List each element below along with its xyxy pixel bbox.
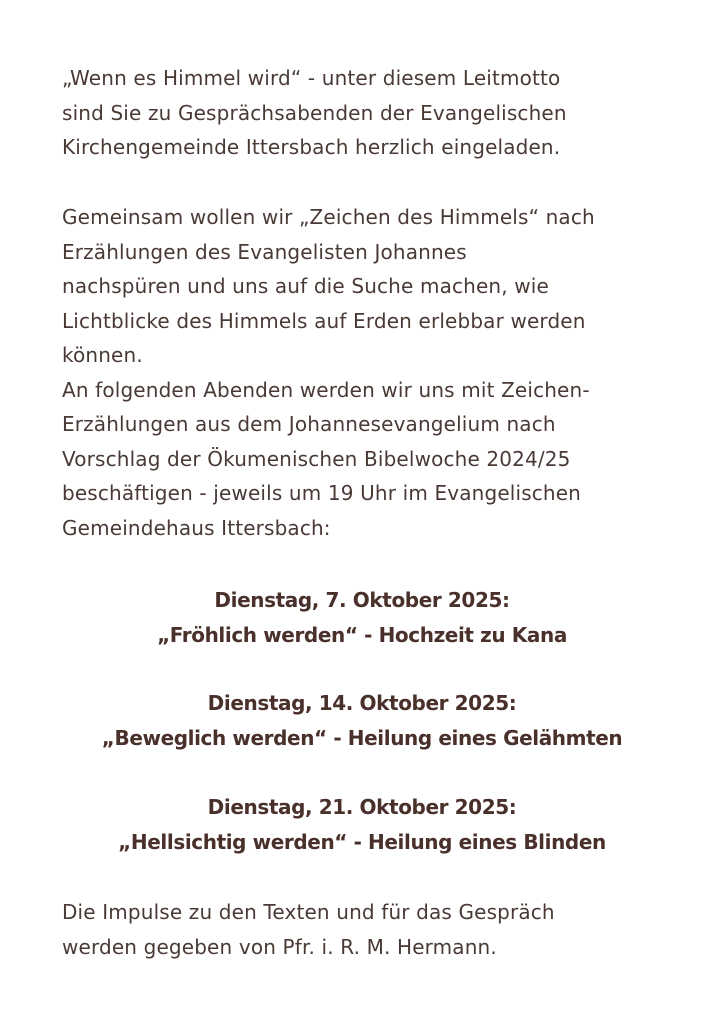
body-line: nachspüren und uns auf die Suche machen, wie [62,274,549,298]
event-title: „Fröhlich werden“ - Hochzeit zu Kana [157,622,567,647]
body-line: Erzählungen des Evangelisten Johannes [62,239,467,264]
event-date: Dienstag, 7. Oktober 2025: [214,588,510,612]
body-line: Erzählungen aus dem Johannesevangelium nach [62,412,556,436]
closing-line: Die Impulse zu den Texten und für das Gespräch [62,900,555,924]
body-line: Vorschlag der Ökumenischen Bibelwoche 2024/25 [62,446,571,471]
body-line: Gemeindehaus Ittersbach: [62,515,331,540]
body-line: An folgenden Abenden werden wir uns mit Zeichen- [62,377,590,402]
intro-paragraph [62,61,567,165]
body-line: Gemeinsam wollen wir „Zeichen des Himmels“ nach [62,205,595,229]
body-paragraph [62,200,595,545]
event-3 [0,790,724,859]
closing-paragraph [62,895,555,964]
closing-line: werden gegeben von Pfr. i. R. M. Hermann. [62,934,497,959]
event-date: Dienstag, 21. Oktober 2025: [207,795,517,819]
body-line: können. [62,343,143,367]
event-1 [0,583,724,652]
event-title: „Hellsichtig werden“ - Heilung eines Blinden [118,829,606,854]
intro-line: sind Sie zu Gesprächsabenden der Evangelischen [62,100,567,125]
intro-line: „Wenn es Himmel wird“ - unter diesem Leitmotto [62,66,561,90]
body-line: beschäftigen - jeweils um 19 Uhr im Evangelischen [62,481,582,505]
body-line: Lichtblicke des Himmels auf Erden erlebbar werden [62,308,586,333]
event-date: Dienstag, 14. Oktober 2025: [207,691,517,715]
event-2 [0,686,724,755]
event-title: „Beweglich werden“ - Heilung eines Gelähmten [101,725,623,750]
intro-line: Kirchengemeinde Ittersbach herzlich eingeladen. [62,135,561,159]
